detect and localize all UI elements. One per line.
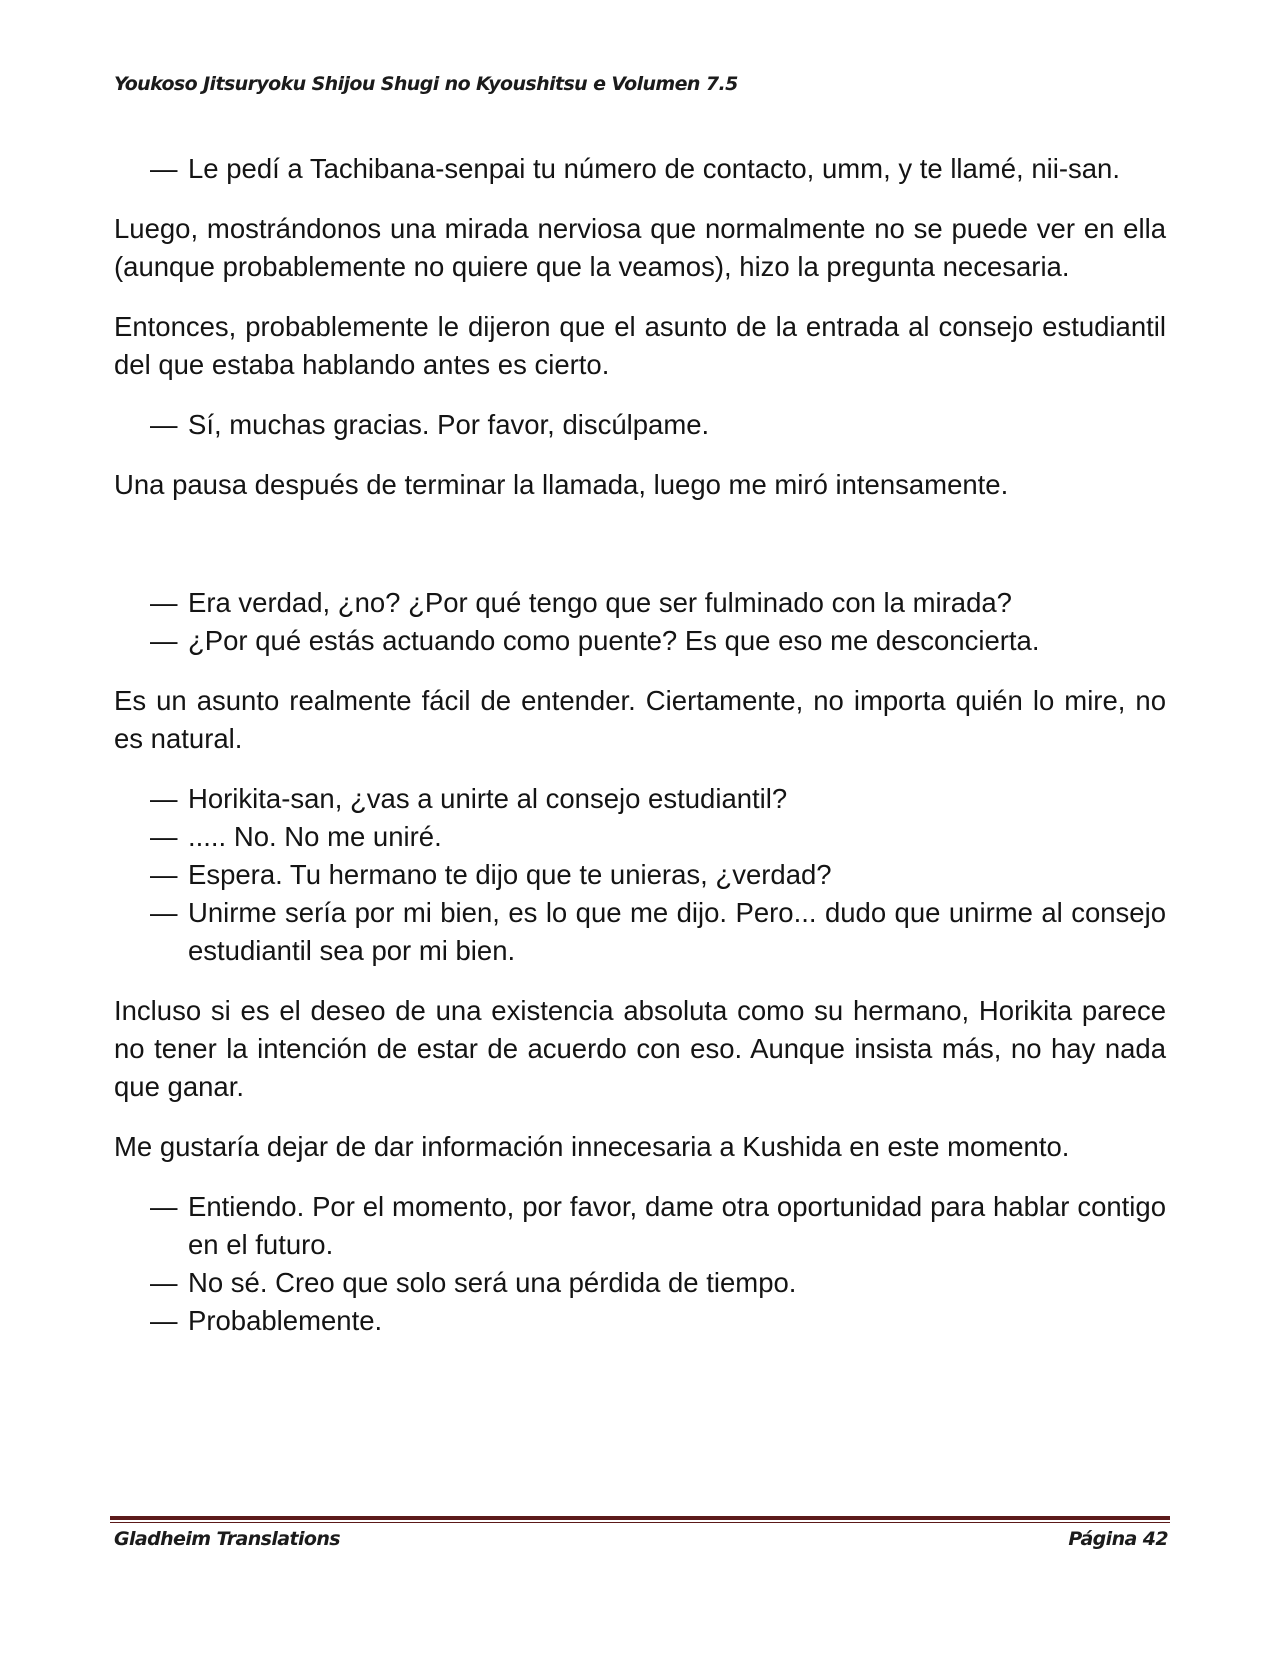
- dialogue-group: [114, 150, 1166, 188]
- dialogue-line: [114, 406, 1166, 444]
- dialogue-line: [114, 894, 1166, 970]
- dialogue-line: [114, 1302, 1166, 1340]
- dialogue-dash: —: [150, 897, 178, 928]
- footer-rule-thin: [110, 1522, 1170, 1523]
- dialogue-group: [114, 1188, 1166, 1340]
- dialogue-text: Era verdad, ¿no? ¿Por qué tengo que ser fulminado con la mirada?: [188, 587, 1012, 618]
- dialogue-line: [114, 1264, 1166, 1302]
- dialogue-dash: —: [150, 859, 178, 890]
- blank-space: [114, 526, 1166, 584]
- dialogue-dash: —: [150, 409, 178, 440]
- dialogue-line: [114, 150, 1166, 188]
- dialogue-dash: —: [150, 783, 178, 814]
- paragraph: Una pausa después de terminar la llamada, luego me miró intensamente.: [114, 469, 1009, 500]
- dialogue-line: [114, 584, 1166, 622]
- dialogue-line: [114, 780, 1166, 818]
- footer-publisher: Gladheim Translations: [114, 1528, 340, 1550]
- dialogue-dash: —: [150, 625, 178, 656]
- dialogue-dash: —: [150, 587, 178, 618]
- dialogue-dash: —: [150, 1267, 178, 1298]
- dialogue-text: Entiendo. Por el momento, por favor, dame otra oportunidad para hablar contigo en el futuro.: [188, 1191, 1166, 1260]
- dialogue-dash: —: [150, 1191, 178, 1222]
- dialogue-text: ¿Por qué estás actuando como puente? Es que eso me desconcierta.: [188, 625, 1040, 656]
- page-number: Página 42: [1068, 1528, 1168, 1550]
- running-header: Youkoso Jitsuryoku Shijou Shugi no Kyoushitsu e Volumen 7.5: [114, 73, 738, 95]
- dialogue-text: Espera. Tu hermano te dijo que te unieras, ¿verdad?: [188, 859, 832, 890]
- dialogue-text: Unirme sería por mi bien, es lo que me dijo. Pero... dudo que unirme al consejo estudiantil sea por mi bien.: [188, 897, 1166, 966]
- paragraph: Incluso si es el deseo de una existencia absoluta como su hermano, Horikita parece no tener la intención de estar de acuerdo con eso. Aunque insista más, no hay nada que ganar.: [114, 995, 1166, 1102]
- dialogue-line: [114, 856, 1166, 894]
- dialogue-text: No sé. Creo que solo será una pérdida de tiempo.: [188, 1267, 797, 1298]
- dialogue-text: ..... No. No me uniré.: [188, 821, 442, 852]
- paragraph: Me gustaría dejar de dar información innecesaria a Kushida en este momento.: [114, 1131, 1070, 1162]
- dialogue-dash: —: [150, 1305, 178, 1336]
- dialogue-dash: —: [150, 821, 178, 852]
- dialogue-line: [114, 818, 1166, 856]
- dialogue-group: [114, 584, 1166, 660]
- dialogue-group: [114, 406, 1166, 444]
- paragraph: Es un asunto realmente fácil de entender. Ciertamente, no importa quién lo mire, no es natural.: [114, 685, 1166, 754]
- paragraph: Luego, mostrándonos una mirada nerviosa que normalmente no se puede ver en ella (aunque probablemente no quiere que la veamos), hizo la pregunta necesaria.: [114, 213, 1166, 282]
- dialogue-line: [114, 622, 1166, 660]
- dialogue-line: [114, 1188, 1166, 1264]
- paragraph: Entonces, probablemente le dijeron que el asunto de la entrada al consejo estudiantil del que estaba hablando antes es cierto.: [114, 311, 1166, 380]
- page-content: [114, 150, 1166, 1362]
- dialogue-text: Sí, muchas gracias. Por favor, discúlpame.: [188, 409, 710, 440]
- dialogue-text: Probablemente.: [188, 1305, 383, 1336]
- dialogue-group: [114, 780, 1166, 970]
- footer-rule-thick: [110, 1516, 1170, 1520]
- dialogue-text: Le pedí a Tachibana-senpai tu número de contacto, umm, y te llamé, nii-san.: [188, 153, 1120, 184]
- footer-rule: [110, 1516, 1170, 1523]
- dialogue-text: Horikita-san, ¿vas a unirte al consejo estudiantil?: [188, 783, 788, 814]
- dialogue-dash: —: [150, 153, 178, 184]
